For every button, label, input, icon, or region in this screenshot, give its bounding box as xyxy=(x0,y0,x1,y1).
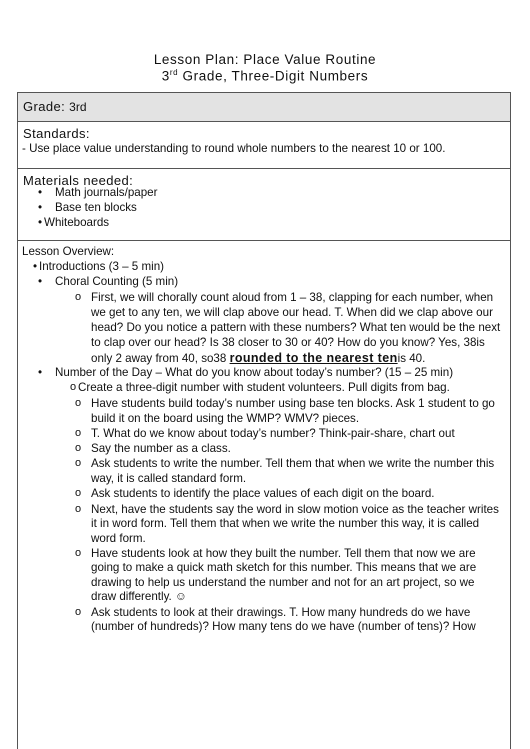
circle-bullet-icon: o xyxy=(75,502,82,515)
overview-label: Lesson Overview: xyxy=(22,245,115,258)
materials-item: Whiteboards xyxy=(44,216,110,229)
ordinal-suffix: rd xyxy=(169,68,179,77)
materials-item: Base ten blocks xyxy=(55,201,137,214)
nod-item: Create a three-digit number with student volunteers. Pull digits from bag. xyxy=(78,381,450,394)
nod-item-line: Ask students to identify the place values of each digit on the board. xyxy=(91,487,435,501)
bullet-icon: • xyxy=(33,260,38,273)
overview-section xyxy=(17,240,511,749)
nod-item-line: Say the number as a class. xyxy=(91,442,231,456)
standards-text: - Use place value understanding to round whole numbers to the nearest 10 or 100. xyxy=(22,142,446,155)
choral-line: First, we will chorally count aloud from 1 – 38, clapping for each number, when xyxy=(91,291,494,304)
choral-line: we get to any ten, we will clap above our head. T. When did we clap above our xyxy=(91,306,493,319)
materials-item: Math journals/paper xyxy=(55,186,158,199)
circle-bullet-icon: o xyxy=(75,546,82,559)
circle-bullet-icon: o xyxy=(75,487,82,500)
choral-line: head? Do you notice a pattern with these numbers? What ten would be the next xyxy=(91,321,501,334)
overview-nod: Number of the Day – What do you know about today’s number? (15 – 25 min) xyxy=(55,366,454,379)
bullet-icon: • xyxy=(38,275,43,288)
page-title-line1: Lesson Plan: Place Value Routine xyxy=(153,52,377,67)
circle-bullet-icon: o xyxy=(75,605,82,618)
circle-bullet-icon: o xyxy=(75,426,82,439)
choral-text-end: is 40. xyxy=(397,352,426,365)
materials-section xyxy=(17,168,511,240)
bullet-icon: • xyxy=(38,201,43,214)
nod-item-line: going to make a quick math sketch for this number. This means that we are xyxy=(91,561,477,575)
nod-item-line: Ask students to look at their drawings. T. How many hundreds do we have xyxy=(91,605,471,619)
rounded-emphasis: rounded to the nearest ten xyxy=(229,351,398,365)
nod-item-line: Ask students to write the number. Tell them that when we write the number this xyxy=(91,457,495,471)
overview-intro: Introductions (3 – 5 min) xyxy=(39,260,165,273)
circle-bullet-icon: o xyxy=(75,397,82,409)
circle-bullet-icon: o xyxy=(75,442,82,455)
grade-value: 3rd xyxy=(69,100,87,114)
nod-item-line: (number of hundreds)? How many tens do we have (number of tens)? How xyxy=(91,620,476,634)
bullet-icon: • xyxy=(38,216,43,229)
grade-section xyxy=(17,92,511,121)
circle-bullet-icon: o xyxy=(75,457,82,470)
choral-line: to clap over our head? Is 38 closer to 30 or 40? How do you know? Yes, 38is xyxy=(91,336,485,349)
standards-label: Standards: xyxy=(23,126,90,141)
nod-item-line: Have students look at how they built the number. Tell them that now we are xyxy=(91,546,476,560)
title-rest: Grade, Three-Digit Numbers xyxy=(178,68,369,84)
materials-label: Materials needed: xyxy=(23,173,134,188)
grade-label: Grade: xyxy=(23,99,66,114)
choral-line-last xyxy=(91,351,425,367)
page-title-line2 xyxy=(0,68,530,84)
nod-item-line: word form. xyxy=(91,531,146,545)
grade-number: 3 xyxy=(161,68,170,84)
overview-choral: Choral Counting (5 min) xyxy=(55,275,179,288)
nod-item-line: build it on the board using the WMP? WMV? pieces. xyxy=(91,411,360,425)
nod-item-line: Have students build today’s number using base ten blocks. Ask 1 student to go xyxy=(91,397,495,410)
bullet-icon: • xyxy=(38,186,43,199)
nod-item-line: T. What do we know about today’s number? Think-pair-share, chart out xyxy=(91,426,455,440)
nod-item-line: it in word form. Tell them that when we write the number this way, it is called xyxy=(91,517,480,530)
bullet-icon: • xyxy=(38,366,43,379)
nod-item-line: draw differently. ☺ xyxy=(91,590,187,604)
grade-row xyxy=(23,99,87,114)
circle-bullet-icon: o xyxy=(70,381,77,393)
nod-item-line: Next, have the students say the word in slow motion voice as the teacher writes xyxy=(91,502,499,516)
nod-item-line: way, it is called standard form. xyxy=(91,471,247,485)
choral-text: only 2 away from 40, so38 xyxy=(91,352,230,365)
circle-bullet-icon: o xyxy=(75,291,82,303)
standards-section xyxy=(17,121,511,168)
nod-item-line: drawing to help us understand the number and not for an art project, so we xyxy=(91,575,475,589)
